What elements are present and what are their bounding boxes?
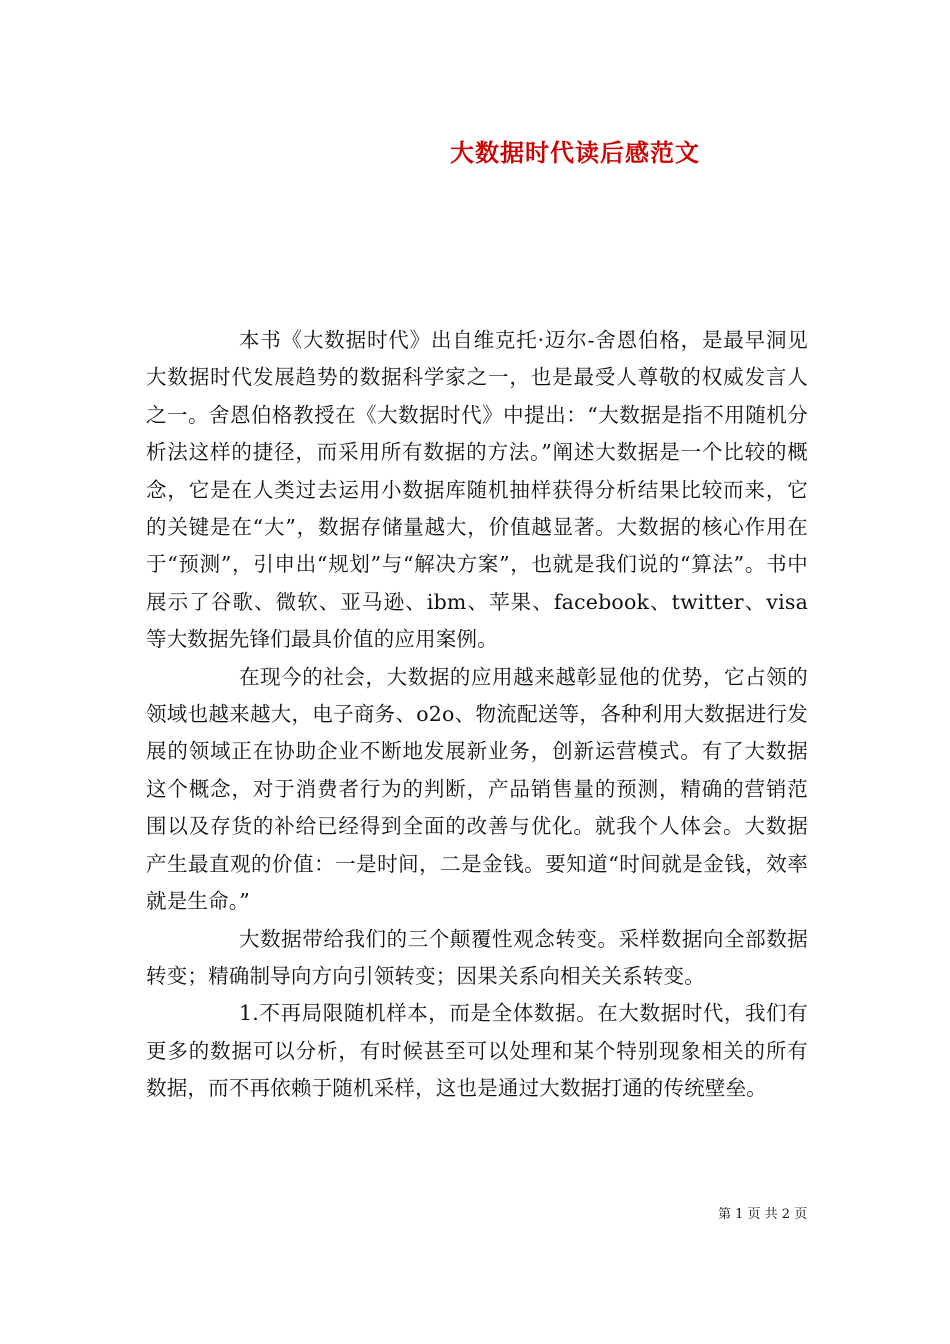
paragraph-three-changes: 大数据带给我们的三个颠覆性观念转变。采样数据向全部数据转变；精确制导向方向引领转变；因果关系向相关关系转变。 — [146, 926, 808, 988]
paragraph-intro: 本书《大数据时代》出自维克托·迈尔-舍恩伯格，是最早洞见大数据时代发展趋势的数据科学家之一，也是最受人尊敬的权威发言人之一。舍恩伯格教授在《大数据时代》中提出：“大数据是指不用随机分析法这样的捷径，而采用所有数据的方法。”阐述大数据是一个比较的概念，它是在人类过去运用小数据库随机抽样获得分析结果比较而来，它的关键是在“大”，数据存储量越大，价值越显著。大数据的核心作用在于“预测”，引申出“规划”与“解决方案”，也就是我们说的“算法”。书中展示了谷歌、微软、亚马逊、ibm、苹果、facebook、twitter、visa等大数据先锋们最具价值的应用案例。 — [146, 328, 808, 652]
document-title: 大数据时代读后感范文 — [450, 138, 700, 167]
paragraph-applications: 在现今的社会，大数据的应用越来越彰显他的优势，它占领的领域也越来越大，电子商务、o2o、物流配送等，各种利用大数据进行发展的领域正在协助企业不断地发展新业务，创新运营模式。有了大数据这个概念，对于消费者行为的判断，产品销售量的预测，精确的营销范围以及存货的补给已经得到全面的改善与优化。就我个人体会。大数据产生最直观的价值：一是时间，二是金钱。要知道“时间就是金钱，效率就是生命。” — [146, 664, 808, 914]
paragraph-point-one: 1.不再局限随机样本，而是全体数据。在大数据时代，我们有更多的数据可以分析，有时候甚至可以处理和某个特别现象相关的所有数据，而不再依赖于随机采样，这也是通过大数据打通的传统壁垒。 — [146, 1001, 808, 1101]
page-number: 第 1 页 共 2 页 — [718, 1207, 808, 1222]
document-body — [146, 322, 808, 1108]
